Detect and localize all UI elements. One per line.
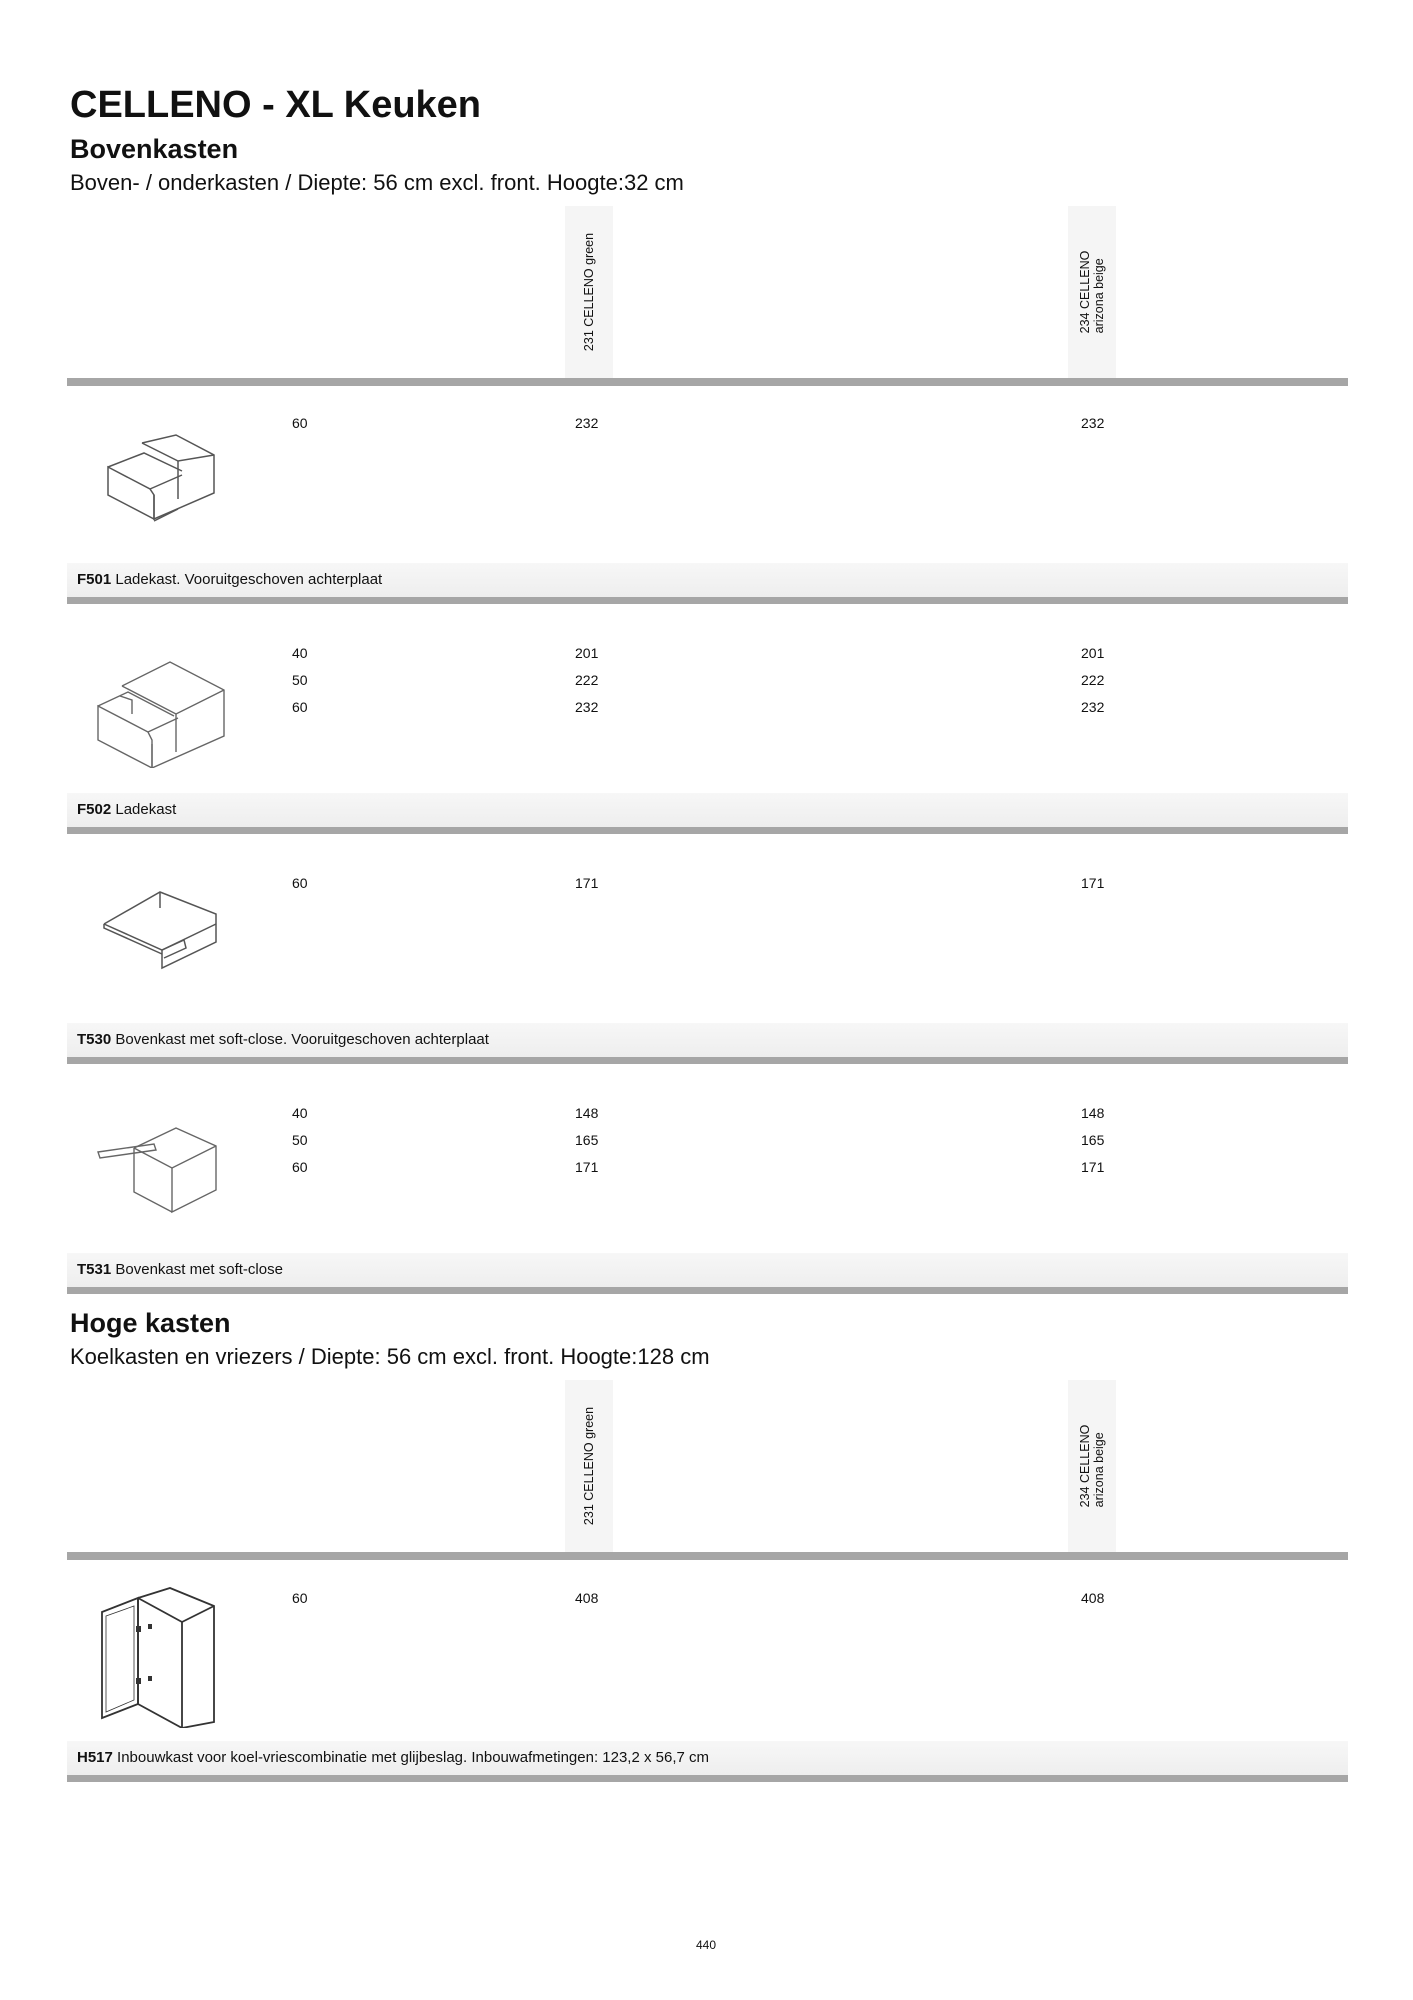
price-beige-values: 232 [1081,415,1105,431]
item-label [67,1741,1348,1775]
item-code: F501 [77,571,112,588]
drawer-cabinet-icon [92,656,232,768]
section-subtitle-hoge-kasten: Koelkasten en vriezers / Diepte: 56 cm excl. front. Hoogte:128 cm [70,1344,710,1369]
item-description: Bovenkast met soft-close. Vooruitgeschoven achterplaat [115,1031,489,1048]
price-green-values: 201 222 232 [575,645,599,715]
price-beige-values: 148 165 171 [1081,1105,1105,1175]
section-heading-hoge-kasten: Hoge kasten [70,1308,231,1338]
page-number: 440 [696,1938,717,1952]
price-green-values: 171 [575,875,599,891]
price-green-values: 232 [575,415,599,431]
item-code: F502 [77,801,112,818]
price-beige-values: 171 [1081,875,1105,891]
row-rule [67,1287,1348,1294]
section-subtitle-bovenkasten: Boven- / onderkasten / Diepte: 56 cm excl. front. Hoogte:32 cm [70,170,684,195]
price-green-values: 408 [575,1590,599,1606]
row-rule [67,597,1348,604]
row-rule [67,1775,1348,1782]
column-header-green [565,206,613,378]
price-beige-values: 408 [1081,1590,1105,1606]
column-header-green-label: 231 CELLENO green [582,1406,596,1526]
flap-cabinet-icon [96,1124,222,1214]
price-beige-values: 201 222 232 [1081,645,1105,715]
item-description: Inbouwkast voor koel-vriescombinatie met glijbeslag. Inbouwafmetingen: 123,2 x 56,7 cm [117,1749,710,1766]
row-rule [67,1057,1348,1064]
column-header-beige [1068,206,1116,378]
column-header-green [565,1380,613,1552]
width-values: 60 [292,415,308,431]
item-label [67,1253,1348,1287]
table-header-rule [67,1552,1348,1560]
column-header-green-label: 231 CELLENO green [582,232,596,352]
item-code: T531 [77,1261,112,1278]
item-label [67,563,1348,597]
width-values: 60 [292,875,308,891]
row-rule [67,827,1348,834]
tall-cabinet-icon [98,1586,220,1728]
width-values: 60 [292,1590,308,1606]
column-header-beige [1068,1380,1116,1552]
item-code: H517 [77,1749,113,1766]
item-description: Ladekast [115,801,177,818]
item-description: Ladekast. Vooruitgeschoven achterplaat [115,571,383,588]
page-title: CELLENO - XL Keuken [70,84,482,126]
width-values: 40 50 60 [292,645,308,715]
item-label [67,793,1348,827]
column-header-beige-label: 234 CELLENO arizona beige [1078,1424,1106,1508]
section-heading-bovenkasten: Bovenkasten [70,134,239,164]
item-description: Bovenkast met soft-close [115,1261,283,1278]
column-header-beige-label: 234 CELLENO arizona beige [1078,250,1106,334]
price-green-values: 148 165 171 [575,1105,599,1175]
table-header-rule [67,378,1348,386]
item-label [67,1023,1348,1057]
width-values: 40 50 60 [292,1105,308,1175]
drawer-cabinet-icon [98,425,228,525]
item-code: T530 [77,1031,112,1048]
flap-cabinet-icon [100,884,220,970]
